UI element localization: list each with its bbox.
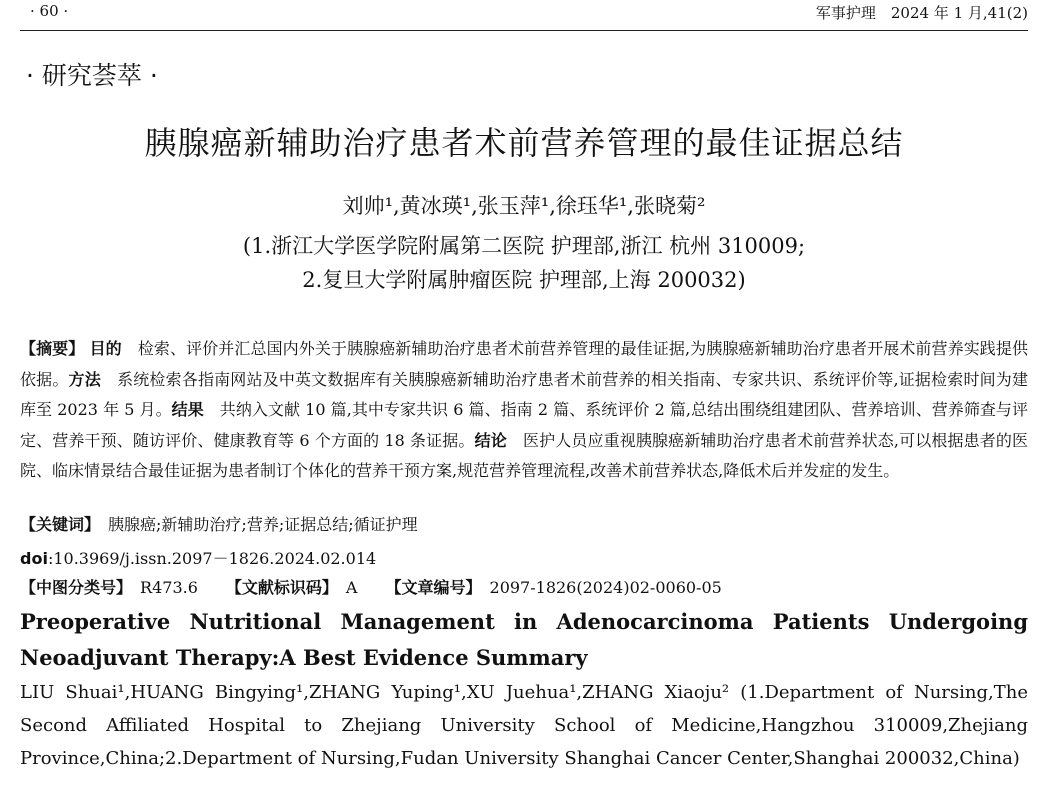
doc-code-value: A — [345, 578, 358, 597]
keywords — [20, 512, 1028, 535]
keywords-value: 胰腺癌;新辅助治疗;营养;证据总结;循证护理 — [108, 515, 418, 534]
results-text: 共纳入文献 10 篇,其中专家共识 6 篇、指南 2 篇、系统评价 2 篇,总结出围绕组建团队、营养培训、营养筛查与评定、营养干预、随访评价、健康教育等 6 个方面的 18 条证据。 — [20, 400, 1028, 450]
objective-text: 检索、评价并汇总国内外关于胰腺癌新辅助治疗患者术前营养管理的最佳证据,为胰腺癌新辅助治疗患者开展术前营养实践提供依据。 — [20, 339, 1028, 389]
page-header — [20, 0, 1028, 31]
journal-citation: 军事护理 2024 年 1 月,41(2) — [815, 4, 1028, 22]
doi-line — [20, 546, 376, 569]
article-no-label: 【文章编号】 — [385, 578, 474, 597]
article-title: 胰腺癌新辅助治疗患者术前营养管理的最佳证据总结 — [144, 124, 904, 162]
english-title: Preoperative Nutritional Management in Adenocarcinoma Patients Undergoing Neoadjuvant Therapy:A Best Evidence Summary — [20, 609, 1028, 670]
results-label: 结果 — [171, 400, 204, 419]
abstract — [20, 334, 1028, 487]
doi-value[interactable]: :10.3969/j.issn.2097－1826.2024.02.014 — [47, 549, 377, 568]
section-label: · 研究荟萃 · — [26, 61, 158, 90]
classification-line — [20, 575, 1028, 598]
conclusion-label: 结论 — [474, 430, 507, 450]
objective-label: 目的 — [89, 339, 122, 358]
abstract-label: 【摘要】 — [20, 339, 85, 358]
clc-value: R473.6 — [140, 578, 198, 597]
keywords-label: 【关键词】 — [20, 515, 93, 534]
doi-label: doi — [20, 549, 48, 568]
author-list: 刘帅¹,黄冰瑛¹,张玉萍¹,徐珏华¹,张晓菊² — [342, 194, 706, 218]
affiliation-1: (1.浙江大学医学院附属第二医院 护理部,浙江 杭州 310009; — [242, 234, 806, 258]
conclusion-text: 医护人员应重视胰腺癌新辅助治疗患者术前营养状态,可以根据患者的医院、临床情景结合最佳证据为患者制订个体化的营养干预方案,规范营养管理流程,改善术前营养状态,降低术后并发症的发生。 — [20, 430, 1028, 480]
methods-text: 系统检索各指南网站及中英文数据库有关胰腺癌新辅助治疗患者术前营养的相关指南、专家共识、系统评价等,证据检索时间为建库至 2023 年 5 月。 — [20, 369, 1028, 419]
page-number: · 60 · — [30, 2, 69, 20]
doc-code-label: 【文献标识码】 — [225, 578, 330, 597]
clc-label: 【中图分类号】 — [20, 578, 125, 597]
article-no-value: 2097-1826(2024)02-0060-05 — [489, 578, 722, 597]
methods-label: 方法 — [68, 369, 101, 389]
english-authors: LIU Shuai¹,HUANG Bingying¹,ZHANG Yuping¹,XU Juehua¹,ZHANG Xiaoju² (1.Department of Nursing,The Second Affiliated Hospital to Zhejiang University School of Medicine,Hangzhou 310009,Zhejiang Province,China;2.Department of Nursing,Fudan University Shanghai Cancer Center,Shanghai 200032,China) — [20, 682, 1028, 769]
affiliation-2: 2.复旦大学附属肿瘤医院 护理部,上海 200032) — [302, 268, 746, 292]
